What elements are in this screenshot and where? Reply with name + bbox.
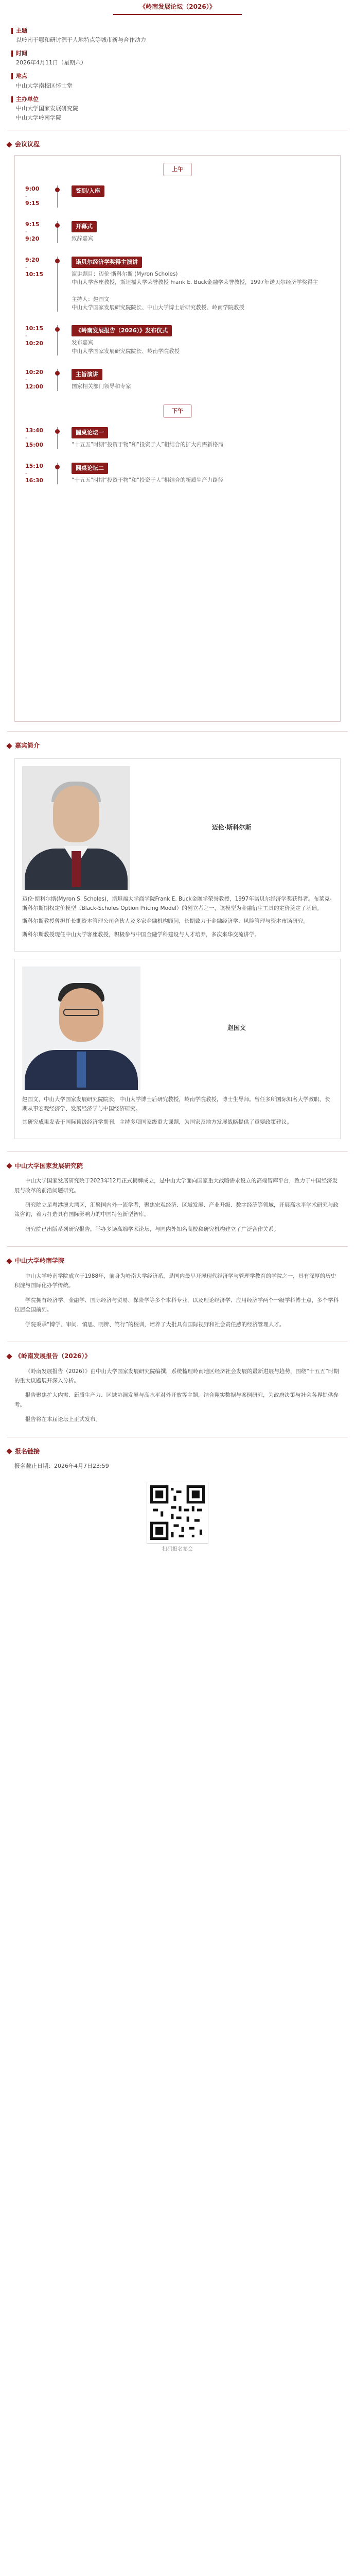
schedule-title: 圆桌论坛一 bbox=[72, 427, 108, 438]
label-bar bbox=[11, 28, 13, 34]
schedule-content bbox=[61, 427, 340, 449]
speaker-top bbox=[22, 967, 333, 1090]
schedule-desc: 演讲题目：迈伦·斯科尔斯 (Myron Scholes) 中山大学客座教授，斯坦福大学荣誉教授 Frank E. Buck金融学荣誉教授，1997年诺贝尔经济学奖得主 主持人：赵国文 中山大学国家发展研究院院长、中山大学博士后研究教授、岭南学院教授 bbox=[72, 270, 318, 311]
label-bar bbox=[11, 96, 13, 103]
schedule-title: 主旨演讲 bbox=[72, 369, 102, 380]
bio-paragraph: 迈伦·斯科尔斯(Myron S. Scholes)，斯坦福大学商学院Frank E. Buck金融学荣誉教授，1997年诺贝尔经济学奖获得者。布莱克-斯科尔斯期权定价模型（Black-Scholes Option Pricing Model）的创立者之一，该模型为金融衍生工具的定价奠定了基础。 bbox=[22, 895, 332, 911]
paragraph: 学院拥有经济学、金融学、国际经济与贸易、保险学等多个本科专业，以及理论经济学、应用经济学两个一级学科博士点，多个学科位居全国前列。 bbox=[14, 1297, 339, 1313]
bio-paragraph: 斯科尔斯教授曾担任长期资本管理公司合伙人及多家金融机构顾问，长期致力于金融经济学、风险管理与资本市场研究。 bbox=[22, 918, 309, 925]
label-bar bbox=[11, 50, 13, 57]
diamond-icon bbox=[6, 1353, 12, 1359]
qr-icon bbox=[150, 1485, 205, 1540]
schedule-time: 13:40 - 15:00 bbox=[25, 427, 44, 449]
schedule-time: 9:00 - 9:15 bbox=[25, 185, 40, 207]
nid-heading: 中山大学国家发展研究院 bbox=[7, 1161, 348, 1172]
bio-paragraph: 斯科尔斯教授现任中山大学客座教授，积极参与中国金融学科建设与人才培养，多次来华交流讲学。 bbox=[22, 931, 260, 938]
theme-value: 以岭南于哪和研讨源于人地特点等城市新与合作动力 bbox=[16, 36, 146, 43]
schedule-desc: 发布嘉宾 中山大学国家发展研究院院长、岭南学院教授 bbox=[72, 340, 180, 354]
timeline-dot-icon bbox=[55, 465, 60, 469]
timeline-dot-icon bbox=[55, 371, 60, 376]
paragraph: 中山大学岭南学院成立于1988年，前身为岭南大学经济系，是国内最早开展现代经济学与管理学教育的学院之一，具有深厚的历史积淀与国际化办学传统。 bbox=[14, 1273, 336, 1289]
schedule-item bbox=[15, 369, 340, 391]
schedule-frame bbox=[14, 155, 341, 722]
diamond-icon bbox=[6, 1449, 12, 1454]
divider bbox=[7, 1246, 348, 1247]
schedule-desc: 致辞嘉宾 bbox=[72, 235, 93, 242]
timeline-dot-icon bbox=[55, 429, 60, 434]
speaker-photo-1 bbox=[22, 766, 130, 890]
report-text bbox=[14, 1367, 341, 1425]
schedule-time: 10:20 - 12:00 bbox=[25, 368, 44, 391]
speaker-bio-2 bbox=[22, 1095, 333, 1127]
organizer-label: 主办单位 bbox=[11, 95, 344, 104]
schedule-content bbox=[61, 257, 340, 312]
paragraph: 报告将在本届论坛上正式发布。 bbox=[25, 1416, 101, 1423]
schedule-time: 9:20 - 10:15 bbox=[25, 256, 44, 278]
schedule-item bbox=[15, 463, 340, 485]
diamond-icon bbox=[6, 743, 12, 749]
schedule-heading: 会议议程 bbox=[7, 140, 348, 150]
bio-paragraph: 赵国文，中山大学国家发展研究院院长，中山大学博士后研究教授，岭南学院教授，博士生导师。曾任多所国际知名大学教职，长期从事宏观经济学、发展经济学与中国经济研究。 bbox=[22, 1096, 330, 1112]
theme-label: 主题 bbox=[11, 26, 344, 36]
schedule-title: 圆桌论坛二 bbox=[72, 463, 108, 474]
schedule-title: 《岭南发展报告（2026）》发布仪式 bbox=[72, 325, 172, 336]
paragraph: 学院秉承“博学、审问、慎思、明辨、笃行”的校训，培养了大批具有国际视野和社会责任感的经济管理人才。 bbox=[25, 1321, 285, 1328]
schedule-time: 9:15 - 9:20 bbox=[25, 221, 40, 243]
paragraph: 《岭南发展报告（2026）》由中山大学国家发展研究院编撰，系统梳理岭南地区经济社会发展的最新进展与趋势，围绕“十五五”时期的重大议题展开深入分析。 bbox=[14, 1368, 339, 1384]
schedule-title: 诺贝尔经济学奖得主演讲 bbox=[72, 257, 142, 268]
registration-heading: 报名链接 bbox=[7, 1447, 348, 1457]
paragraph: 研究院立足粤港澳大湾区，汇聚国内外一流学者，聚焦宏观经济、区域发展、产业升级、数字经济等领域，开展高水平学术研究与政策咨询，着力打造具有国际影响力的中国特色新型智库。 bbox=[14, 1202, 339, 1218]
lingnan-text bbox=[14, 1272, 341, 1329]
morning-stamp: 上午 bbox=[163, 163, 192, 176]
time-label: 时间 bbox=[11, 49, 344, 58]
registration-qr-code[interactable] bbox=[147, 1482, 208, 1544]
speaker-card-2 bbox=[14, 959, 341, 1139]
schedule-item bbox=[15, 427, 340, 449]
schedule-item bbox=[15, 325, 340, 355]
page-title: 《岭南发展论坛（2026）》 bbox=[113, 2, 242, 15]
diamond-icon bbox=[6, 1258, 12, 1264]
nid-text bbox=[14, 1176, 341, 1234]
time-value: 2026年4月11日（星期六） bbox=[16, 59, 86, 66]
speaker-name-1: 迈伦·斯科尔斯 bbox=[211, 823, 252, 831]
speaker-name-2: 赵国文 bbox=[227, 1024, 246, 1032]
paragraph: 研究院已出版系列研究报告，举办多场高端学术论坛，与国内外知名高校和研究机构建立了广泛合作关系。 bbox=[25, 1226, 279, 1232]
schedule-list-am bbox=[15, 185, 340, 391]
organizer-value-1: 中山大学国家发展研究院 bbox=[16, 105, 78, 112]
schedule-desc: “十五五”时期“投资于物”和“投资于人”相结合的新质生产力路径 bbox=[72, 477, 224, 483]
place-value: 中山大学南校区怀士堂 bbox=[16, 82, 73, 89]
schedule-item bbox=[15, 257, 340, 312]
event-info bbox=[0, 15, 355, 123]
report-heading: 《岭南发展报告（2026）》 bbox=[7, 1351, 348, 1362]
afternoon-stamp: 下午 bbox=[163, 404, 192, 418]
schedule-content bbox=[61, 325, 340, 355]
schedule-desc: “十五五”时期“投资于物”和“投资于人”相结合的扩大内需新格局 bbox=[72, 441, 224, 448]
organizer-value-2: 中山大学岭南学院 bbox=[16, 114, 61, 121]
speaker-card-1 bbox=[14, 758, 341, 952]
qr-wrap bbox=[0, 1482, 355, 1554]
timeline-dot-icon bbox=[55, 223, 60, 228]
schedule-desc: 国家相关部门领导和专家 bbox=[72, 383, 131, 389]
speaker-top bbox=[22, 766, 333, 890]
schedule-item bbox=[15, 185, 340, 208]
divider bbox=[7, 731, 348, 732]
qr-caption: 扫码报名参会 bbox=[162, 1546, 193, 1552]
schedule-title: 签到/入座 bbox=[72, 185, 104, 197]
schedule-time: 10:15 - 10:20 bbox=[25, 325, 44, 347]
timeline-line bbox=[57, 257, 58, 312]
label-bar bbox=[11, 73, 13, 79]
schedule-title: 开幕式 bbox=[72, 221, 97, 232]
schedule-content bbox=[61, 221, 340, 243]
timeline-dot-icon bbox=[55, 188, 60, 192]
registration-deadline: 报名截止日期：2026年4月7日23:59 bbox=[14, 1463, 109, 1470]
diamond-icon bbox=[6, 142, 12, 147]
schedule-list-pm bbox=[15, 427, 340, 485]
schedule-item bbox=[15, 221, 340, 243]
diamond-icon bbox=[6, 1163, 12, 1169]
bio-paragraph: 其研究成果发表于国际顶级经济学期刊，主持多项国家级重大课题，为国家及地方发展战略提供了重要政策建议。 bbox=[22, 1118, 292, 1125]
speaker-photo-2 bbox=[22, 967, 140, 1090]
divider bbox=[7, 1151, 348, 1152]
timeline-dot-icon bbox=[55, 259, 60, 263]
paragraph: 报告聚焦扩大内需、新质生产力、区域协调发展与高水平对外开放等主题，结合翔实数据与案例研究，为政府决策与社会各界提供参考。 bbox=[14, 1392, 339, 1408]
lingnan-heading: 中山大学岭南学院 bbox=[7, 1256, 348, 1266]
place-label: 地点 bbox=[11, 72, 344, 81]
schedule-content bbox=[61, 185, 340, 208]
paragraph: 中山大学国家发展研究院于2023年12月正式揭牌成立，是中山大学面向国家重大战略需求设立的高端智库平台，致力于中国经济发展与改革的前沿问题研究。 bbox=[14, 1178, 338, 1194]
schedule-time: 15:10 - 16:30 bbox=[25, 462, 44, 484]
speaker-bio-1 bbox=[22, 895, 333, 940]
schedule-content bbox=[61, 463, 340, 485]
speakers-heading: 嘉宾简介 bbox=[7, 741, 348, 751]
schedule-content bbox=[61, 369, 340, 391]
